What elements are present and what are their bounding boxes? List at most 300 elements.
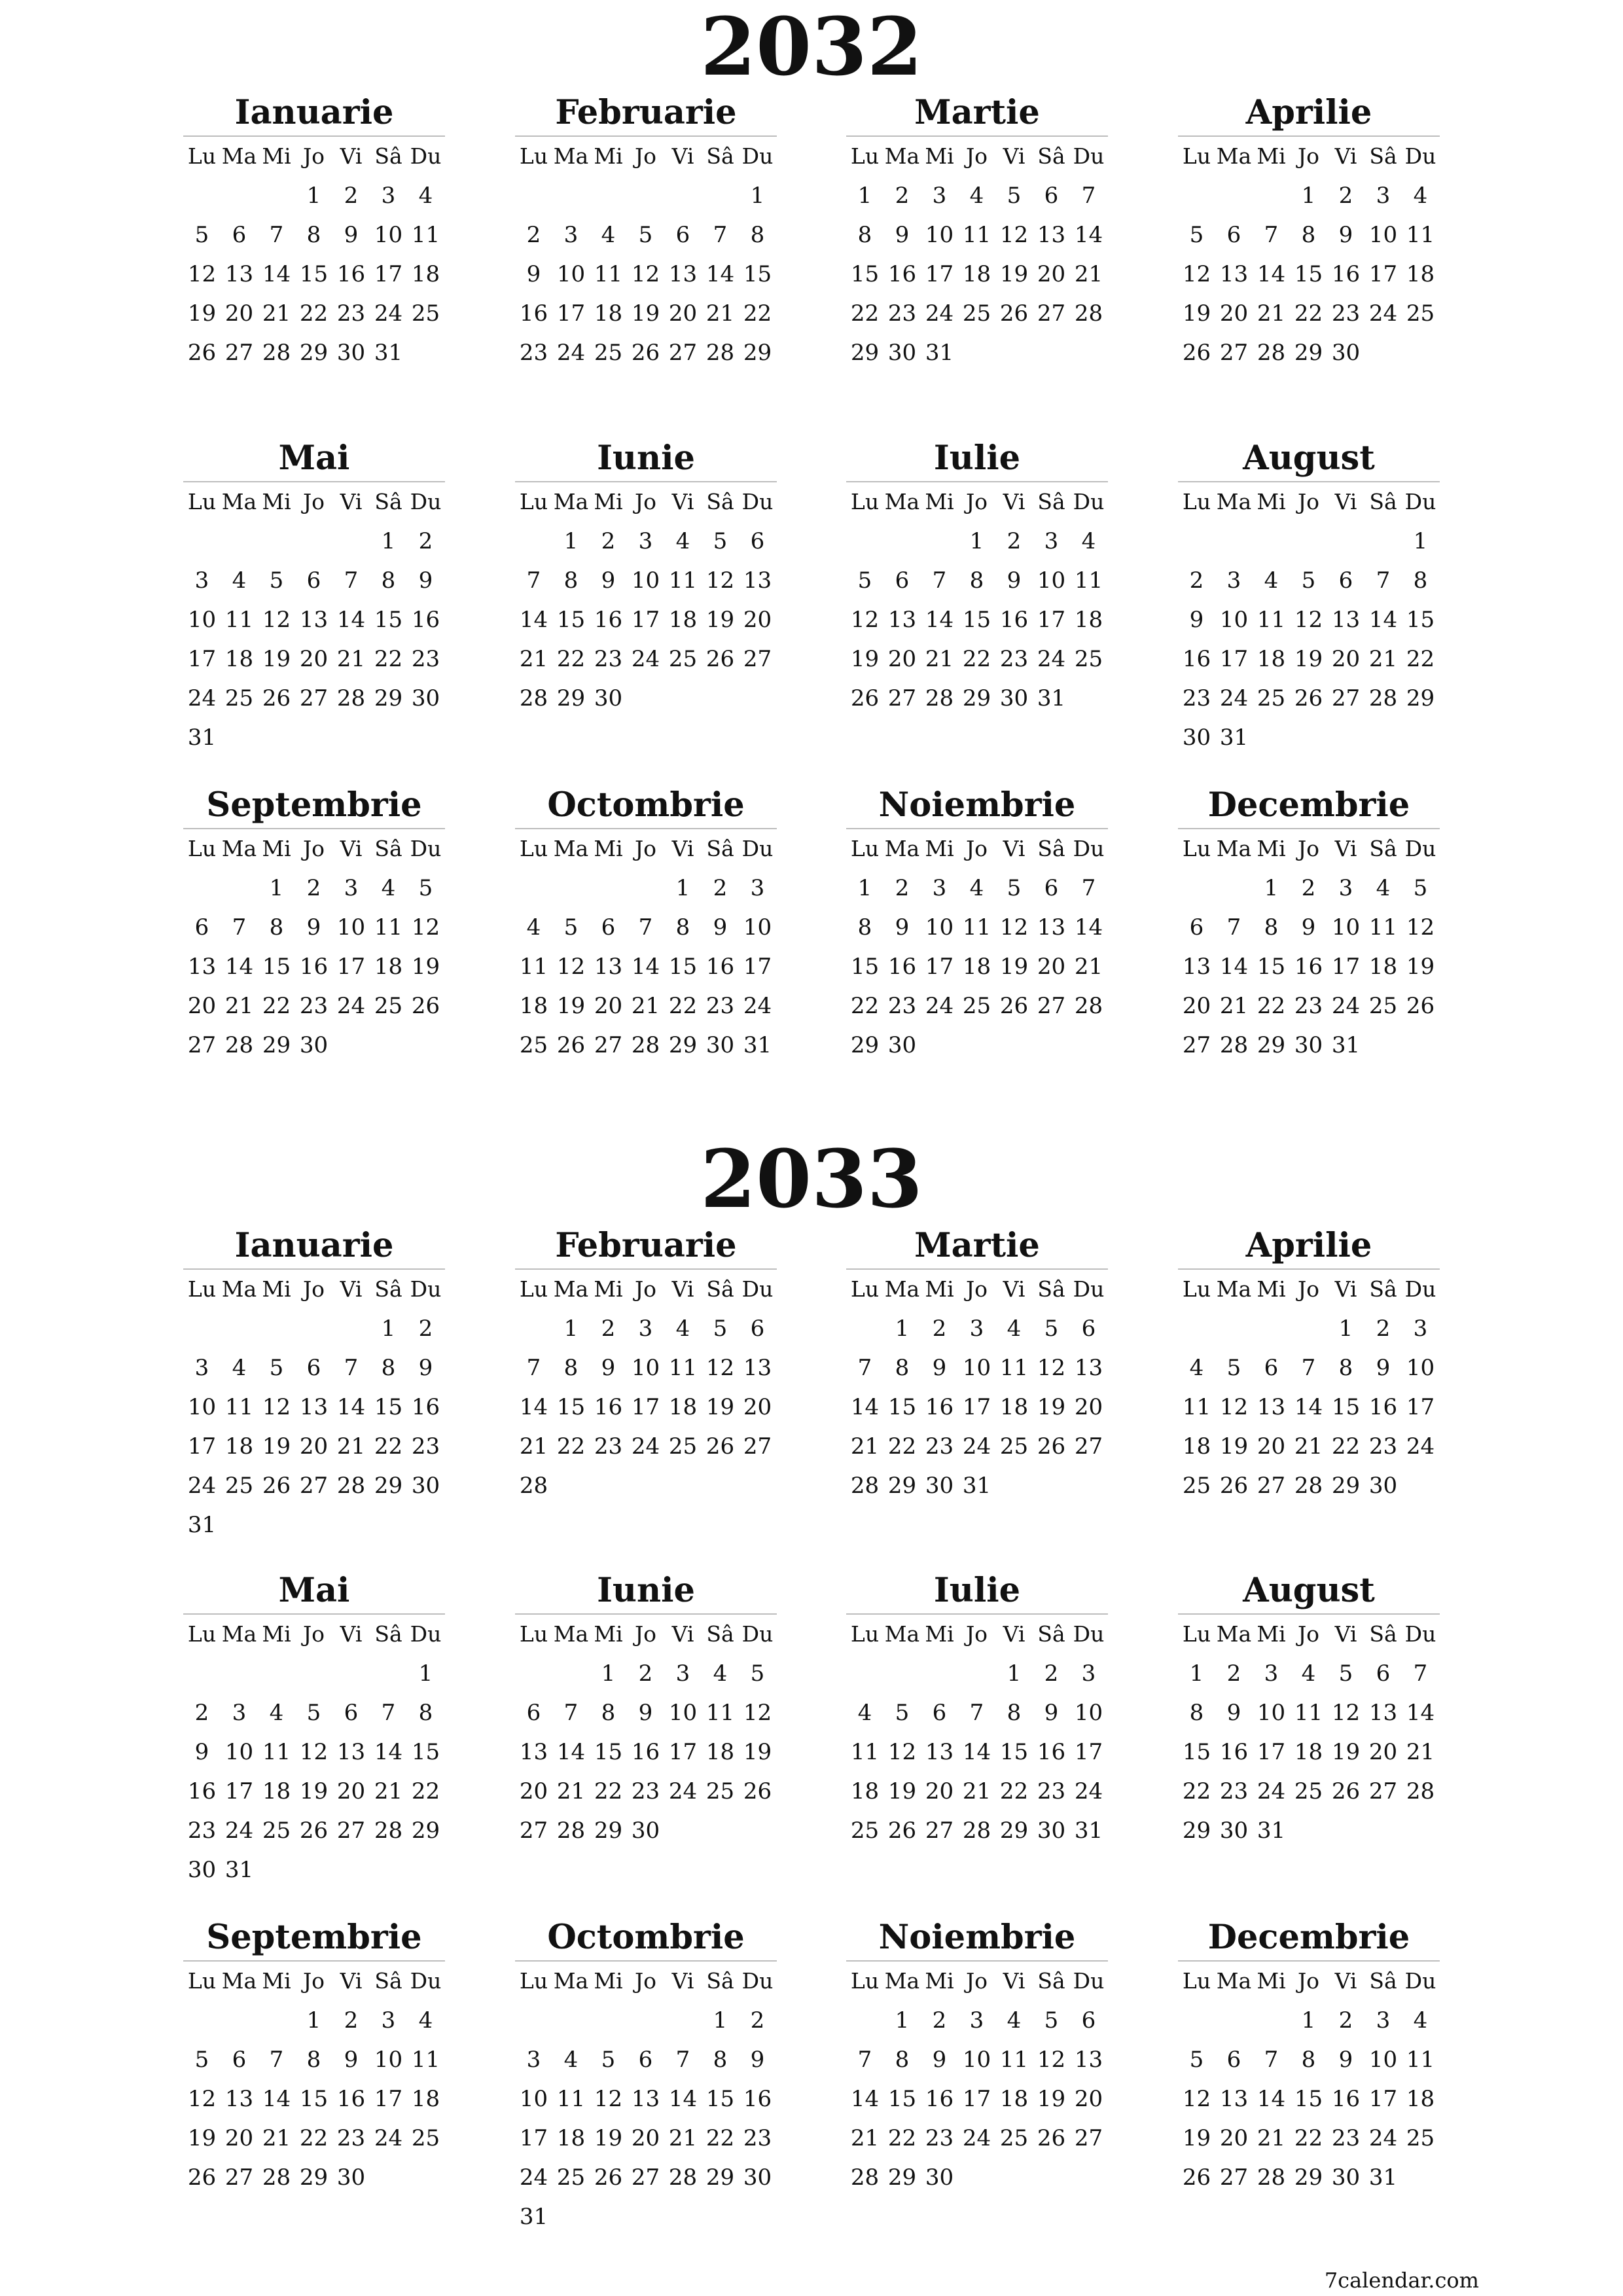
weekday-header: [846, 137, 1108, 176]
day-cell: 21: [1074, 954, 1103, 980]
day-cell: 31: [743, 1032, 772, 1058]
day-cell: [258, 1654, 295, 1693]
day-cell: [921, 1026, 958, 1065]
day-cell: [1402, 333, 1439, 372]
day-cell: 20: [1074, 2086, 1103, 2112]
day-cell: 1: [750, 183, 765, 209]
day-cell: [221, 1309, 258, 1348]
day-cell: 13: [1037, 222, 1066, 248]
week-row: [515, 908, 777, 947]
week-row: [846, 947, 1108, 986]
week-row: [183, 1026, 445, 1065]
day-cell: 9: [895, 222, 910, 248]
day-cell: 30: [336, 340, 366, 366]
day-cell: 20: [224, 300, 254, 327]
footer-site[interactable]: 7calendar.com: [1324, 2268, 1479, 2293]
day-cell: 5: [638, 222, 653, 248]
weekday-label: Mi: [262, 1621, 291, 1647]
day-cell: [1402, 2158, 1439, 2197]
weekday-label: Du: [1404, 1968, 1436, 1994]
day-cell: [332, 1505, 370, 1545]
day-cell: 10: [187, 1394, 217, 1420]
day-cell: 23: [594, 1433, 623, 1460]
day-cell: 11: [1368, 914, 1398, 941]
day-cell: 8: [857, 914, 872, 941]
day-cell: 20: [887, 646, 917, 672]
weekday-label: Vi: [1003, 1276, 1026, 1302]
day-cell: 15: [887, 2086, 917, 2112]
weekday-label: Lu: [187, 1276, 217, 1302]
day-cell: 3: [232, 1700, 247, 1726]
day-cell: 22: [411, 1778, 440, 1804]
weekday-label: Vi: [340, 1621, 363, 1647]
day-cell: 20: [187, 993, 217, 1019]
day-cell: 13: [887, 607, 917, 633]
day-cell: 12: [1182, 2086, 1211, 2112]
weekday-label: Du: [741, 836, 774, 861]
day-cell: 3: [1044, 528, 1059, 554]
year-title: 2032: [700, 0, 923, 94]
day-cell: 27: [1368, 1778, 1398, 1804]
month-name: Mai: [183, 1568, 445, 1615]
weekday-label: Sâ: [1037, 1968, 1065, 1994]
day-cell: 8: [1189, 1700, 1204, 1726]
day-cell: 5: [194, 2047, 209, 2073]
day-cell: [221, 1505, 258, 1545]
day-cell: 12: [1182, 261, 1211, 287]
week-row: [846, 1388, 1108, 1427]
day-cell: 1: [601, 1660, 616, 1687]
week-row: [1178, 1348, 1440, 1388]
weekday-label: Ma: [553, 1968, 589, 1994]
day-cell: 4: [526, 914, 541, 941]
week-row: [515, 294, 777, 333]
weekday-label: Sâ: [706, 1621, 734, 1647]
day-cell: [1402, 1811, 1439, 1850]
day-cell: 27: [187, 1032, 217, 1058]
day-cell: 11: [1294, 1700, 1323, 1726]
weekday-label: Vi: [340, 1968, 363, 1994]
weekday-header: [515, 1270, 777, 1309]
week-row: [846, 2079, 1108, 2119]
weekday-label: Ma: [1216, 1968, 1252, 1994]
day-cell: 20: [631, 2125, 660, 2151]
month-block: [1178, 1914, 1440, 2197]
day-cell: [702, 679, 739, 718]
day-cell: 22: [1294, 2125, 1323, 2151]
day-cell: 31: [187, 1512, 217, 1538]
day-cell: 26: [743, 1778, 772, 1804]
week-row: [515, 255, 777, 294]
day-cell: 8: [1301, 222, 1316, 248]
day-cell: [995, 333, 1033, 372]
month-name: Decembrie: [1178, 1914, 1440, 1962]
day-cell: 4: [1264, 567, 1279, 594]
day-cell: 10: [374, 222, 403, 248]
day-cell: [295, 1309, 332, 1348]
day-cell: 28: [1294, 1473, 1323, 1499]
day-cell: [664, 2197, 702, 2236]
day-cell: 6: [1081, 1316, 1096, 1342]
day-cell: 27: [1182, 1032, 1211, 1058]
day-cell: 9: [1189, 607, 1204, 633]
day-cell: 22: [374, 1433, 403, 1460]
day-cell: 14: [705, 261, 735, 287]
day-cell: 3: [675, 1660, 690, 1687]
day-cell: [407, 1850, 444, 1890]
day-cell: [627, 2197, 664, 2236]
week-row: [183, 215, 445, 255]
day-cell: 7: [269, 2047, 284, 2073]
weekday-label: Sâ: [374, 836, 402, 861]
day-cell: 25: [1406, 2125, 1435, 2151]
day-cell: 21: [519, 1433, 548, 1460]
day-cell: 15: [1294, 261, 1323, 287]
day-cell: 15: [374, 1394, 403, 1420]
day-cell: 9: [601, 1355, 616, 1381]
day-cell: 22: [1406, 646, 1435, 672]
day-cell: 8: [1007, 1700, 1022, 1726]
week-row: [846, 176, 1108, 215]
day-cell: 13: [224, 2086, 254, 2112]
day-cell: [1402, 1466, 1439, 1505]
weekday-label: Du: [1404, 143, 1436, 169]
week-row: [515, 1309, 777, 1348]
day-cell: 28: [1368, 685, 1398, 711]
day-cell: 11: [1182, 1394, 1211, 1420]
day-cell: 21: [336, 646, 366, 672]
day-cell: 26: [1182, 2164, 1211, 2191]
month-block: [846, 1914, 1108, 2197]
weekday-header: [1178, 829, 1440, 869]
day-cell: 25: [1368, 993, 1398, 1019]
weekday-label: Ma: [1216, 1276, 1252, 1302]
day-cell: 11: [262, 1739, 291, 1765]
week-row: [846, 600, 1108, 639]
day-cell: 23: [1182, 685, 1211, 711]
day-cell: [258, 1505, 295, 1545]
month-name: Decembrie: [1178, 782, 1440, 829]
day-cell: 6: [344, 1700, 359, 1726]
day-cell: 22: [850, 993, 880, 1019]
day-cell: 22: [887, 1433, 917, 1460]
weekday-label: Vi: [1003, 143, 1026, 169]
day-cell: 31: [1037, 685, 1066, 711]
day-cell: 18: [668, 607, 698, 633]
week-row: [846, 294, 1108, 333]
weekday-label: Jo: [965, 836, 988, 861]
weekday-label: Sâ: [1037, 1276, 1065, 1302]
day-cell: 4: [232, 1355, 247, 1381]
weekday-label: Du: [1073, 143, 1105, 169]
day-cell: 28: [631, 1032, 660, 1058]
day-cell: 21: [1368, 646, 1398, 672]
weekday-label: Lu: [850, 836, 880, 861]
weekday-label: Vi: [1003, 489, 1026, 514]
weekday-label: Ma: [884, 489, 920, 514]
weekday-label: Sâ: [1369, 836, 1397, 861]
weekday-label: Jo: [634, 1968, 657, 1994]
day-cell: 3: [1413, 1316, 1428, 1342]
day-cell: 24: [1257, 1778, 1286, 1804]
weekday-label: Jo: [1297, 1621, 1320, 1647]
day-cell: 8: [1413, 567, 1428, 594]
week-row: [846, 679, 1108, 718]
day-cell: [995, 2158, 1033, 2197]
day-cell: 7: [1413, 1660, 1428, 1687]
day-cell: 14: [336, 1394, 366, 1420]
day-cell: 15: [850, 954, 880, 980]
week-row: [183, 1732, 445, 1772]
day-cell: 9: [1338, 222, 1353, 248]
day-cell: [183, 522, 221, 561]
day-cell: 15: [299, 261, 329, 287]
weekday-label: Jo: [302, 489, 325, 514]
day-cell: 4: [1376, 875, 1391, 901]
month-block: [515, 1568, 777, 1850]
day-cell: 19: [999, 261, 1029, 287]
day-cell: 10: [1037, 567, 1066, 594]
day-cell: 27: [1331, 685, 1361, 711]
day-cell: 17: [925, 954, 954, 980]
day-cell: 13: [1257, 1394, 1286, 1420]
day-cell: 27: [519, 1818, 548, 1844]
day-cell: 12: [705, 567, 735, 594]
day-cell: 10: [336, 914, 366, 941]
weekday-label: Du: [410, 1621, 442, 1647]
day-cell: 4: [563, 2047, 579, 2073]
day-cell: 31: [1219, 725, 1249, 751]
month-name: Iunie: [515, 435, 777, 482]
day-cell: 23: [1331, 300, 1361, 327]
weekday-label: Mi: [1257, 1968, 1286, 1994]
day-cell: 5: [1044, 1316, 1059, 1342]
day-cell: 26: [631, 340, 660, 366]
day-cell: 3: [194, 1355, 209, 1381]
day-cell: 25: [1182, 1473, 1211, 1499]
day-cell: 4: [969, 875, 984, 901]
week-row: [183, 718, 445, 757]
day-cell: 6: [306, 1355, 321, 1381]
week-row: [1178, 176, 1440, 215]
day-cell: 12: [1294, 607, 1323, 633]
weekday-label: Ma: [221, 1276, 257, 1302]
day-cell: 17: [224, 1778, 254, 1804]
weekday-header: [846, 829, 1108, 869]
day-cell: [739, 1466, 776, 1505]
day-cell: 28: [336, 1473, 366, 1499]
weekday-label: Mi: [1257, 1621, 1286, 1647]
weekday-label: Ma: [1216, 489, 1252, 514]
day-cell: 7: [969, 1700, 984, 1726]
day-cell: 28: [1219, 1032, 1249, 1058]
day-cell: 2: [1044, 1660, 1059, 1687]
weekday-label: Jo: [1297, 143, 1320, 169]
day-cell: [627, 176, 664, 215]
day-cell: 19: [1037, 1394, 1066, 1420]
month-name: Iulie: [846, 435, 1108, 482]
day-cell: 3: [381, 183, 396, 209]
weekday-label: Du: [1404, 836, 1436, 861]
month-block: [183, 1223, 445, 1545]
day-cell: 18: [850, 1778, 880, 1804]
day-cell: [295, 1850, 332, 1890]
day-cell: 21: [962, 1778, 991, 1804]
day-cell: 18: [224, 1433, 254, 1460]
day-cell: 21: [262, 2125, 291, 2151]
weekday-label: Du: [741, 489, 774, 514]
day-cell: 24: [1406, 1433, 1435, 1460]
day-cell: 23: [1331, 2125, 1361, 2151]
month-block: [846, 1223, 1108, 1505]
day-cell: [958, 2158, 995, 2197]
day-cell: 25: [1406, 300, 1435, 327]
weekday-header: [515, 1615, 777, 1654]
day-cell: 23: [1368, 1433, 1398, 1460]
day-cell: 5: [713, 1316, 728, 1342]
week-row: [1178, 561, 1440, 600]
day-cell: 9: [895, 914, 910, 941]
day-cell: 22: [299, 300, 329, 327]
day-cell: 24: [743, 993, 772, 1019]
day-cell: 8: [857, 222, 872, 248]
day-cell: 4: [1007, 1316, 1022, 1342]
day-cell: 22: [1257, 993, 1286, 1019]
day-cell: 11: [962, 222, 991, 248]
day-cell: 22: [556, 646, 586, 672]
day-cell: 24: [1219, 685, 1249, 711]
day-cell: [1253, 2001, 1290, 2040]
day-cell: 25: [519, 1032, 548, 1058]
day-cell: 19: [1406, 954, 1435, 980]
day-cell: 19: [705, 607, 735, 633]
day-cell: [1215, 869, 1253, 908]
day-cell: [332, 1026, 370, 1065]
week-row: [1178, 679, 1440, 718]
day-cell: [258, 176, 295, 215]
day-cell: 23: [887, 993, 917, 1019]
day-cell: 17: [1368, 261, 1398, 287]
day-cell: 18: [668, 1394, 698, 1420]
day-cell: [1253, 522, 1290, 561]
week-row: [1178, 986, 1440, 1026]
day-cell: [1178, 176, 1215, 215]
day-cell: 7: [232, 914, 247, 941]
day-cell: 22: [1294, 300, 1323, 327]
weekday-label: Vi: [1003, 1621, 1026, 1647]
weekday-header: [183, 137, 445, 176]
day-cell: 25: [850, 1818, 880, 1844]
day-cell: [846, 1654, 883, 1693]
day-cell: [295, 718, 332, 757]
week-row: [515, 2001, 777, 2040]
day-cell: [1178, 2001, 1215, 2040]
day-cell: 12: [556, 954, 586, 980]
day-cell: 26: [299, 1818, 329, 1844]
day-cell: 30: [925, 1473, 954, 1499]
day-cell: 8: [713, 2047, 728, 2073]
week-row: [1178, 639, 1440, 679]
week-row: [1178, 1732, 1440, 1772]
day-cell: 11: [224, 607, 254, 633]
day-cell: 20: [224, 2125, 254, 2151]
day-cell: 17: [187, 646, 217, 672]
month-block: [183, 782, 445, 1065]
weekday-label: Mi: [262, 1276, 291, 1302]
weekday-label: Du: [741, 143, 774, 169]
day-cell: 25: [594, 340, 623, 366]
day-cell: 30: [705, 1032, 735, 1058]
day-cell: 23: [925, 1433, 954, 1460]
day-cell: [1327, 522, 1364, 561]
day-cell: 5: [269, 1355, 284, 1381]
day-cell: 4: [418, 2007, 433, 2034]
day-cell: 4: [418, 183, 433, 209]
day-cell: 27: [224, 2164, 254, 2191]
day-cell: 30: [631, 1818, 660, 1844]
day-cell: [1290, 522, 1327, 561]
day-cell: 18: [1074, 607, 1103, 633]
day-cell: 18: [262, 1778, 291, 1804]
day-cell: 24: [1331, 993, 1361, 1019]
weekday-label: Jo: [634, 836, 657, 861]
day-cell: 3: [969, 2007, 984, 2034]
weekday-label: Du: [410, 836, 442, 861]
day-cell: 27: [668, 340, 698, 366]
day-cell: [1402, 1026, 1439, 1065]
day-cell: 5: [601, 2047, 616, 2073]
day-cell: [1364, 718, 1402, 757]
day-cell: 27: [1074, 1433, 1103, 1460]
day-cell: 20: [743, 1394, 772, 1420]
day-cell: [183, 869, 221, 908]
weekday-label: Lu: [187, 143, 217, 169]
day-cell: 15: [1406, 607, 1435, 633]
day-cell: 10: [962, 1355, 991, 1381]
weekday-header: [846, 1962, 1108, 2001]
day-cell: 13: [1331, 607, 1361, 633]
day-cell: 1: [713, 2007, 728, 2034]
day-cell: 6: [232, 222, 247, 248]
day-cell: 15: [299, 2086, 329, 2112]
weekday-label: Ma: [221, 1621, 257, 1647]
day-cell: 28: [1406, 1778, 1435, 1804]
day-cell: 26: [556, 1032, 586, 1058]
day-cell: 8: [269, 914, 284, 941]
day-cell: 12: [887, 1739, 917, 1765]
weekday-label: Mi: [925, 1621, 954, 1647]
day-cell: [258, 1309, 295, 1348]
weekday-label: Lu: [1182, 1968, 1211, 1994]
weekday-header: [183, 1270, 445, 1309]
day-cell: 1: [675, 875, 690, 901]
day-cell: 9: [713, 914, 728, 941]
day-cell: 26: [1331, 1778, 1361, 1804]
day-cell: 9: [1226, 1700, 1241, 1726]
day-cell: 18: [224, 646, 254, 672]
week-row: [183, 1811, 445, 1850]
day-cell: 5: [1044, 2007, 1059, 2034]
weekday-label: Mi: [594, 143, 623, 169]
weekday-label: Lu: [519, 1968, 548, 1994]
day-cell: 1: [563, 1316, 579, 1342]
week-row: [183, 333, 445, 372]
day-cell: 20: [925, 1778, 954, 1804]
day-cell: 22: [1331, 1433, 1361, 1460]
weekday-header: [1178, 1270, 1440, 1309]
weekday-label: Jo: [634, 1276, 657, 1302]
day-cell: 20: [299, 1433, 329, 1460]
